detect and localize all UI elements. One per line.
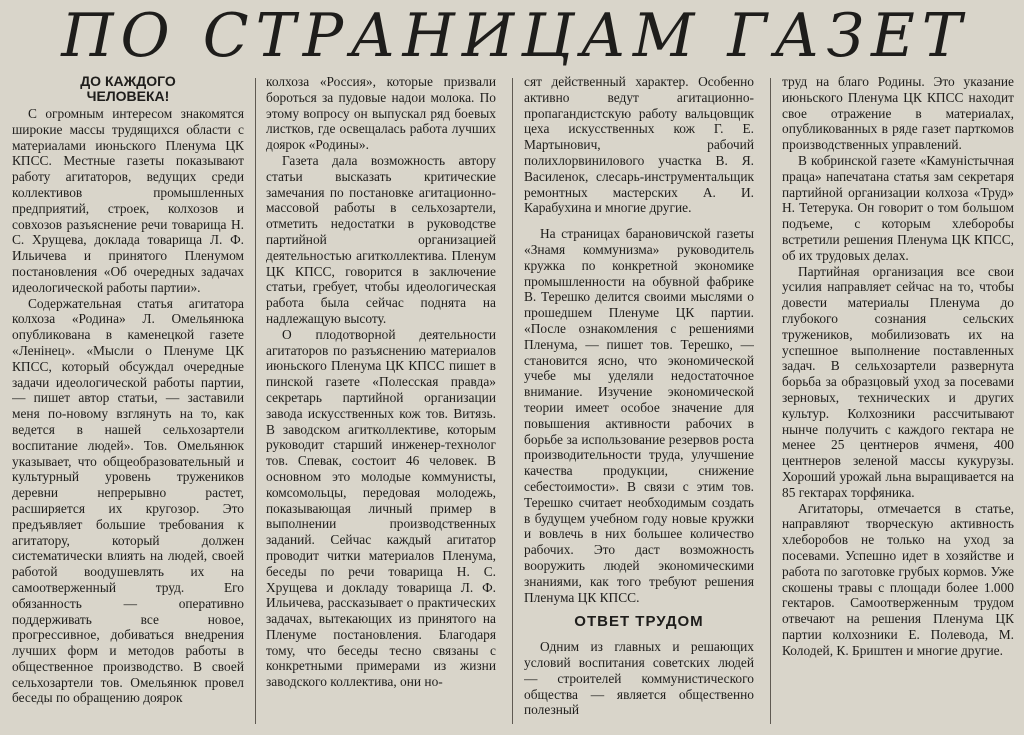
- article-headline: ОТВЕТ ТРУДОМ: [574, 613, 704, 631]
- paragraph-continued: сят действенный характер. Особенно активно ведут агитационно-пропагандистскую работу вальцовщик цеха искусственных кож Г. Е. Мартынович, рабочий полихлорвинилового участка В. Я. Василенок, слесарь-инструментальщик ремонтных мастерских А. И. Карабухина и многие другие.: [524, 74, 754, 216]
- paragraph: В кобринской газете «Камуністычная праца» напечатана статья зам секретаря партийной организации колхоза «Труд» Н. Тетерука. Он говорит о том большом подъеме, с которым хлеборобы встретили решения Пленума ЦК КПСС, об их трудовых делах.: [782, 152, 1014, 263]
- paragraph: О плодотворной деятельности агитаторов по разъяснению материалов июньского Пленума ЦК КПСС пишет в пинской газете «Полесская правда» секретарь партийной организации завода искусственных кож тов. Витязь. В заводском агитколлективе, которым руководит старший инженер-технолог тов. Спевак, состоит 46 человек. В основном это молодые коммунисты, комсомольцы, передовая молодежь, показывающая личный пример в выполнении производственных заданий. Сейчас каждый агитатор проводит читки материалов Пленума, беседы по речи товарища Н. С. Хрущева и докладу товарища Л. Ф. Ильичева, рассказывает о практических задачах, вытекающих из принятого на Пленуме постановления. Благодаря тому, что беседы тесно связаны с конкретными примерами из жизни заводского коллектива, они но-: [266, 326, 496, 690]
- article-headline: [12, 74, 244, 104]
- paragraph: Партийная организация все свои усилия направляет сейчас на то, чтобы довести материалы Пленума до глубокого сознания сельских тружеников, мобилизовать их на успешное выполнение поставленных задач. В сельхозартели развернута борьба за образцовый уход за посевами зерновых, технических и других культур. Колхозники рассчитывают нынче получить с каждого гектара не менее 25 центнеров ячменя, 400 центнеров зеленой массы кукурузы. Хороший урожай льна выращивается на 85 гектарах торфяника.: [782, 263, 1014, 500]
- paragraph-continued: колхоза «Россия», которые призвали бороться за пудовые надои молока. По этому вопросу он выпускал ряд боевых листков, где освещалась работа лучших доярок «Родины».: [266, 74, 496, 153]
- column-rule: [255, 78, 256, 724]
- paragraph: Агитаторы, отмечается в статье, направляют творческую активность хлеборобов не только на уход за посевами. Успешно идет в хозяйстве и работа по заготовке грубых кормов. Уже скошены травы с площади более 1.000 гектаров. Самоотверженным трудом отвечают на решения Пленума ЦК партии колхозники Е. Полевода, М. Колодей, К. Бриштен и многие другие.: [782, 500, 1014, 658]
- paragraph-continued: труд на благо Родины. Это указание июньского Пленума ЦК КПСС находит свое отражение в материалах, опубликованных в ряде газет парткомов производственных управлений.: [782, 74, 1014, 153]
- headline-line: ДО КАЖДОГО: [80, 74, 176, 89]
- column-rule: [512, 78, 513, 724]
- paragraph: Газета дала возможность автору статьи высказать критические замечания по постановке агитационно-массовой работы в сельхозартели, отметить недостатки в руководстве партийной организацией деятельностью агитколлектива. Пленум ЦК КПСС, говорится в заключение статьи, гребует, чтобы идеологическая работа была сейчас поднята на надлежащую высоту.: [266, 152, 496, 326]
- column-1: [12, 74, 244, 732]
- headline-line: ЧЕЛОВЕКА!: [86, 88, 170, 104]
- paragraph: Одним из главных и решающих условий воспитания советских людей — строителей коммунистического общества — является общественно полезный: [524, 639, 754, 718]
- section-masthead: ПО СТРАНИЦАМ ГАЗЕТ: [61, 1, 969, 71]
- paragraph: На страницах барановичской газеты «Знамя коммунизма» руководитель кружка по конкретной экономике промышленности на обувной фабрике В. Терешко делится своими мыслями о прошедшем Пленуме ЦК партии. «После ознакомления с решениями Пленума, — пишет тов. Терешко, — становится ясно, что экономической учебе мы уделяли недостаточное внимание. Изучение экономической теории имеет особое значение для повышения активности рабочих в борьбе за использование резервов роста производительности труда, улучшение качества продукции, снижение себестоимости». В связи с этим тов. Терешко считает необходимым создать в будущем учебном году новые кружки и вовлечь в них большее количество рабочих. Это даст возможность вооружить людей экономическими знаниями, как того требуют решения Пленума ЦК КПСС.: [524, 226, 754, 605]
- column-3: [524, 74, 754, 732]
- spacer: [524, 216, 754, 226]
- paragraph: Содержательная статья агитатора колхоза «Родина» Л. Омельянюка опубликована в каменецкой газете «Ленінец». «Мысли о Пленуме ЦК КПСС, который обсуждал очередные задачи идеологической работы партии, — пишет автор статьи, — заставили меня по-новому взглянуть на то, как ведется в нашей сельхозартели воспитание людей». Тов. Омельянюк указывает, что общеобразовательный и культурный уровень тружеников деревни непрерывно растет, расширяется их кругозор. Это предъявляет большие требования к агитатору, который должен систематически влиять на людей, своей работой воодушевлять их на самоотверженный труд. Его обязанность — оперативно поддерживать все новое, прогрессивное, добиваться внедрения лучших форм и методов работы в общественное производство. В своей сельхозартели тов. Омельянюк провел беседы по обращению доярок: [12, 295, 244, 706]
- column-rule: [770, 78, 771, 724]
- column-4: [782, 74, 1014, 732]
- column-2: [266, 74, 496, 732]
- paragraph: С огромным интересом знакомятся широкие массы трудящихся области с материалами июньского Пленума ЦК КПСС. Местные газеты показывают работу агитаторов, ведущих среди коллективов промышленных предприятий, строек, колхозов и совхозов разъяснение речи товарища Н. С. Хрущева, доклада товарища Л. Ф. Ильичева и принятого Пленумом постановления «Об очередных задачах идеологической работы партии».: [12, 106, 244, 295]
